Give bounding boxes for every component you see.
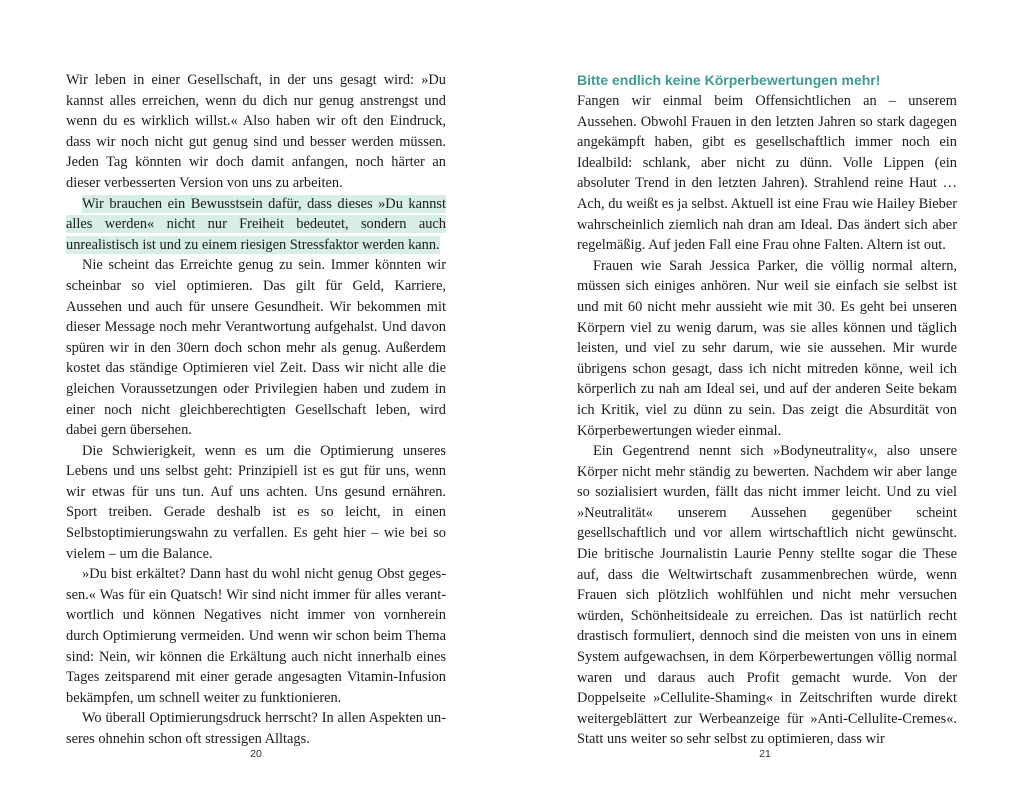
left-page [66, 70, 446, 750]
text-highlight: Wir brauchen ein Bewusstsein dafür, dass dieses »Du kannst alles werden« nicht nur Freiheit bedeutet, sondern auch unrealistisch ist und zu einem riesigen Stressfaktor werden kann. [66, 195, 446, 253]
page-number-left: 20 [250, 748, 262, 760]
paragraph: »Du bist erkältet? Dann hast du wohl nicht genug Obst gegessen.« Was für ein Quatsch! Wir sind nicht immer für alles verantwortlich und können Negatives nicht immer von vornherein durch Optimierung vermeiden. Und wenn wir schon beim Thema sind: Nein, wir können die Erkältung auch nicht innerhalb eines Tages zeitsparend mit einer gerade angesagten Vitamin-Infusion bekämpfen, um schnell weiter zu funktionieren. [66, 566, 446, 706]
paragraph: Nie scheint das Erreichte genug zu sein. Immer könnten wir scheinbar so viel optimieren. Das gilt für Geld, Karriere, Aussehen und auch für unsere Gesundheit. Wir bekommen mit dieser Message noch mehr Verantwortung aufgehalst. Und davon spüren wir in den 30ern doch schon mehr als genug. Außerdem kostet das ständige Optimieren viel Zeit. Dass wir nicht alle die gleichen Voraussetzungen oder Privilegien haben und zudem in einer noch nicht gleichberechtigten Gesellschaft leben, wird dabei gern übersehen. [66, 257, 446, 439]
paragraph: Ein Gegentrend nennt sich »Bodyneutrality«, also unsere Körper nicht mehr ständig zu bewerten. Nachdem wir aber lange so sozialisiert wurden, fällt das nicht immer leicht. Und zu viel »Neutralität« unserem Aussehen gegenüber scheint gesellschaftlich und vor allem wirtschaftlich nicht gewünscht. Die britische Journalistin Laurie Penny stellte sogar die These auf, dass die Weltwirtschaft zusammenbrechen würde, wenn Frauen sich plötzlich wohlfühlen und nicht mehr versuchen würden, Schönheitsideale zu erreichen. Das ist natürlich recht drastisch formuliert, dennoch sind die meisten von uns in einem System aufgewachsen, in dem Körperbewertungen völlig normal waren und daraus auch Profit gemacht wurde. Von der Doppelseite »Cellulite-Shaming« in Zeitschriften wurde direkt weitergeblättert zur Werbeanzeige für »Anti-Cellulite-Cremes«. Statt uns weiter so sehr selbst zu optimieren, dass wir [577, 443, 957, 748]
paragraph: Die Schwierigkeit, wenn es um die Optimierung unseres Lebens und uns selbst geht: Prinzipiell ist es gut für uns, wenn wir etwas für uns tun. Auf uns achten. Uns gesund ernähren. Sport treiben. Gerade deshalb ist es so leicht, in einen Selbstoptimierungswahn zu verfallen. Es geht hier – wie bei so vielem – um die Balance. [66, 442, 446, 562]
page-number-right: 21 [759, 748, 771, 760]
paragraph: Fangen wir einmal beim Offensichtlichen an – unserem Aussehen. Obwohl Frauen in den letzten Jahren so stark dagegen angekämpft haben, gibt es gesellschaftlich immer noch ein Idealbild: schlank, aber nicht zu dünn. Volle Lippen (ein absoluter Trend in den letzten Jahren). Strahlend reine Haut … Ach, du weißt es ja selbst. Aktuell ist eine Frau wie Hailey Bieber wahrscheinlich ziemlich nah dran am Ideal. Das ändert sich aber regelmäßig. Auf jeden Fall eine Frau ohne Falten. Altern ist out. [577, 93, 957, 254]
section-heading: Bitte endlich keine Körperbewertungen mehr! [577, 72, 881, 88]
paragraph: Wo überall Optimierungsdruck herrscht? In allen Aspekten unseres ohnehin schon oft stressigen Alltags. [66, 710, 446, 747]
paragraph: Frauen wie Sarah Jessica Parker, die völlig normal altern, müssen sich einiges anhören. Nur weil sie einfach sie selbst ist und mit 60 nicht mehr aussieht wie mit 30. Es geht bei unseren Körpern viel zu wenig darum, was sie alles können und täglich leisten, und viel zu sehr darum, wie sie aussehen. Mir wurde übrigens schon gesagt, dass ich nicht mitreden könne, weil ich körperlich zu nah am Ideal sei, und auf der anderen Seite bekam ich Kritik, viel zu dünn zu sein. Das zeigt die Absurdität von Körperbewertungen wieder einmal. [577, 257, 957, 439]
right-page [577, 70, 957, 750]
highlighted-paragraph [66, 194, 446, 256]
paragraph: Wir leben in einer Gesellschaft, in der uns gesagt wird: »Du kannst alles erreichen, wenn du dich nur genug anstrengst und wenn du es wirklich willst.« Also haben wir oft den Eindruck, dass wir noch nicht gut genug sind und besser werden müssen. Jeden Tag könnten wir doch damit anfangen, noch härter an dieser verbesserten Version von uns zu arbeiten. [66, 72, 446, 191]
